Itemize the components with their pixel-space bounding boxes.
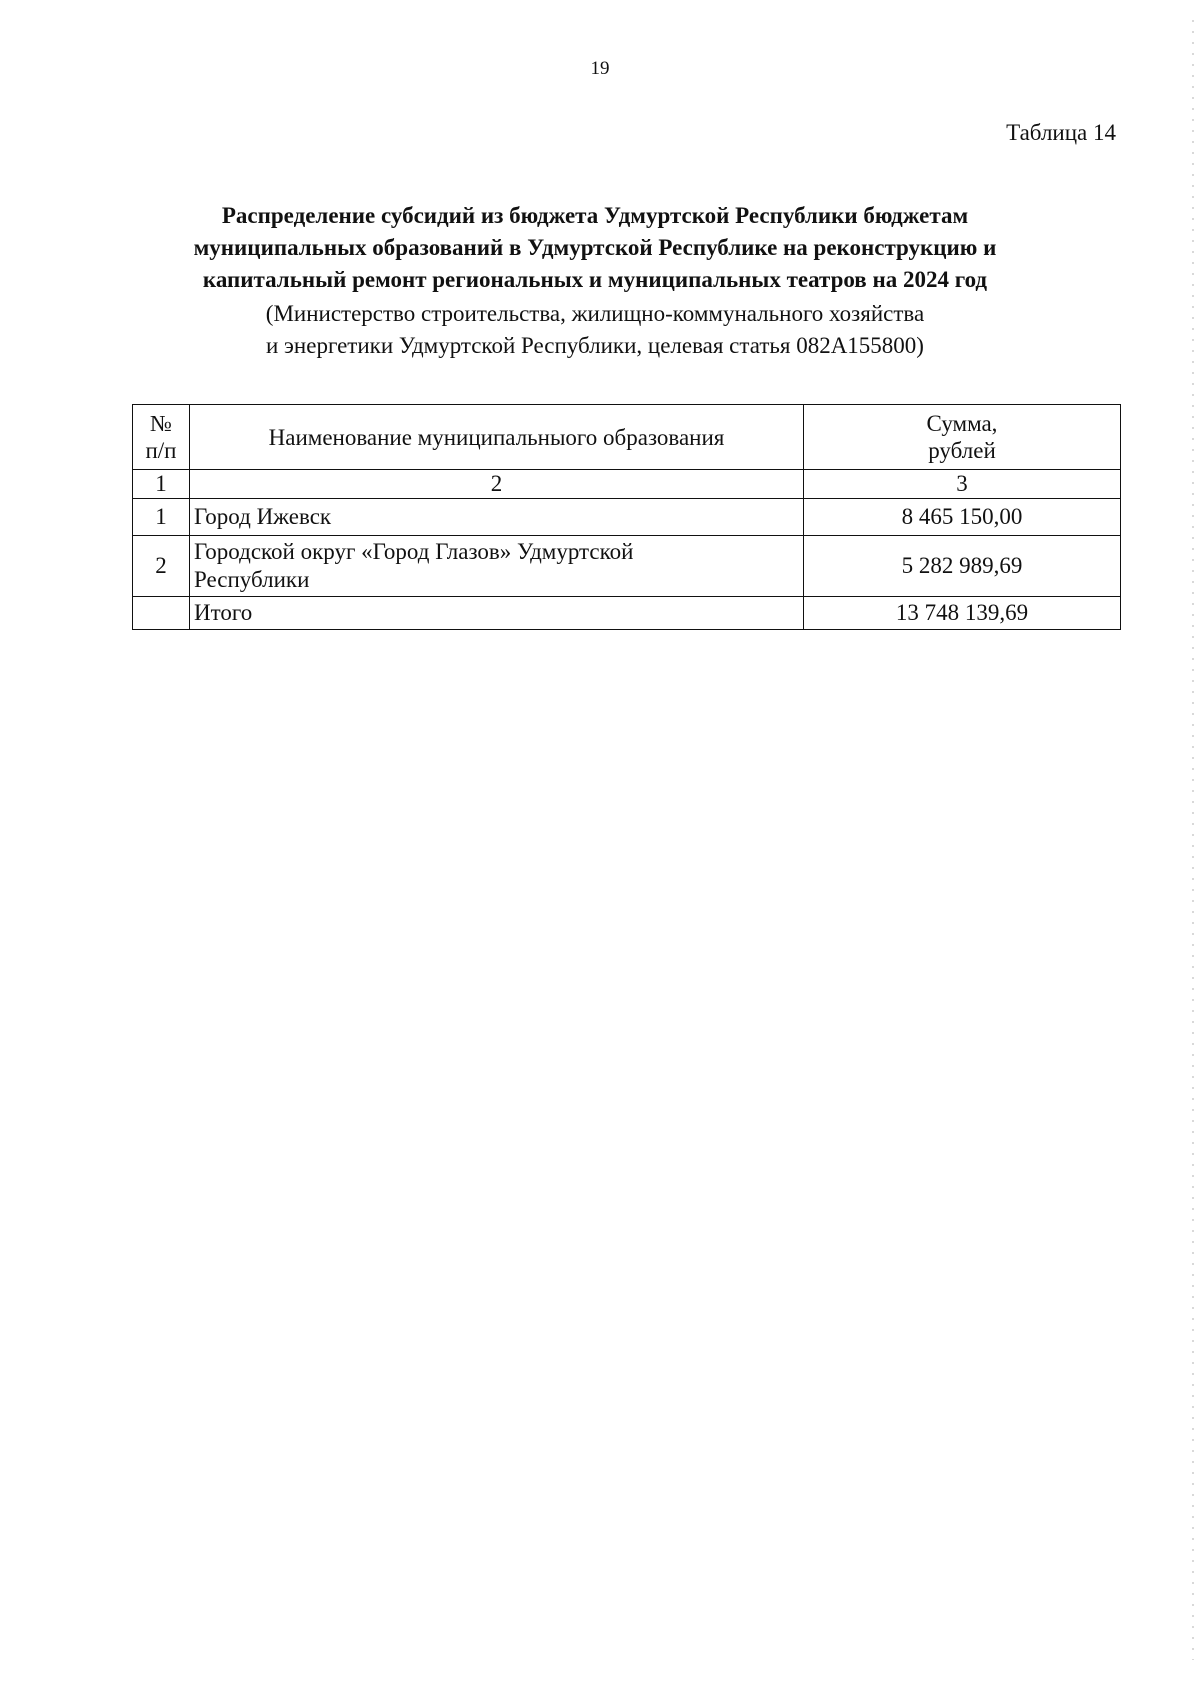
- table-label: Таблица 14: [1006, 120, 1116, 145]
- header-sum-line1: Сумма,: [926, 411, 998, 436]
- table-row: [133, 499, 1121, 536]
- total-amount: 13 748 139,69: [804, 597, 1121, 630]
- title-line-2: муниципальных образований в Удмуртской Республике на реконструкцию и: [193, 235, 997, 260]
- row-number: 2: [133, 536, 190, 597]
- subsidy-amount: 8 465 150,00: [804, 499, 1121, 536]
- municipality-name: Город Ижевск: [190, 499, 804, 536]
- subsidy-amount: 5 282 989,69: [804, 536, 1121, 597]
- table-total-row: [133, 597, 1121, 630]
- title-line-3: капитальный ремонт региональных и муниципальных театров на 2024 год: [202, 267, 988, 292]
- title-line-1: Распределение субсидий из бюджета Удмуртской Республики бюджетам: [221, 203, 969, 228]
- column-index-1: 1: [133, 470, 190, 499]
- header-num-symbol: №: [150, 411, 172, 436]
- total-label: Итого: [190, 597, 804, 630]
- subtitle-line-1: (Министерство строительства, жилищно-коммунального хозяйства: [265, 301, 925, 326]
- table-row: [133, 536, 1121, 597]
- header-name: Наименование муниципальныого образования: [190, 405, 804, 470]
- municipality-name-line2: Республики: [194, 567, 310, 592]
- subsidy-table: [132, 404, 1121, 630]
- column-index-2: 2: [190, 470, 804, 499]
- column-index-row: [133, 470, 1121, 499]
- municipality-name-line1: Городской округ «Город Глазов» Удмуртской: [194, 539, 634, 564]
- table-header-row: [133, 405, 1121, 470]
- page-number: 19: [590, 58, 610, 79]
- scan-edge-artifact: [1192, 20, 1194, 1660]
- row-number: 1: [133, 499, 190, 536]
- header-sum: [804, 405, 1121, 470]
- municipality-name: [190, 536, 804, 597]
- header-num: [133, 405, 190, 470]
- column-index-3: 3: [804, 470, 1121, 499]
- subtitle-line-2: и энергетики Удмуртской Республики, целевая статья 082А155800): [266, 333, 924, 358]
- document-title-block: [130, 200, 1060, 362]
- header-sum-line2: рублей: [928, 438, 996, 463]
- header-num-abbr: п/п: [145, 438, 177, 463]
- total-empty-cell: [133, 597, 190, 630]
